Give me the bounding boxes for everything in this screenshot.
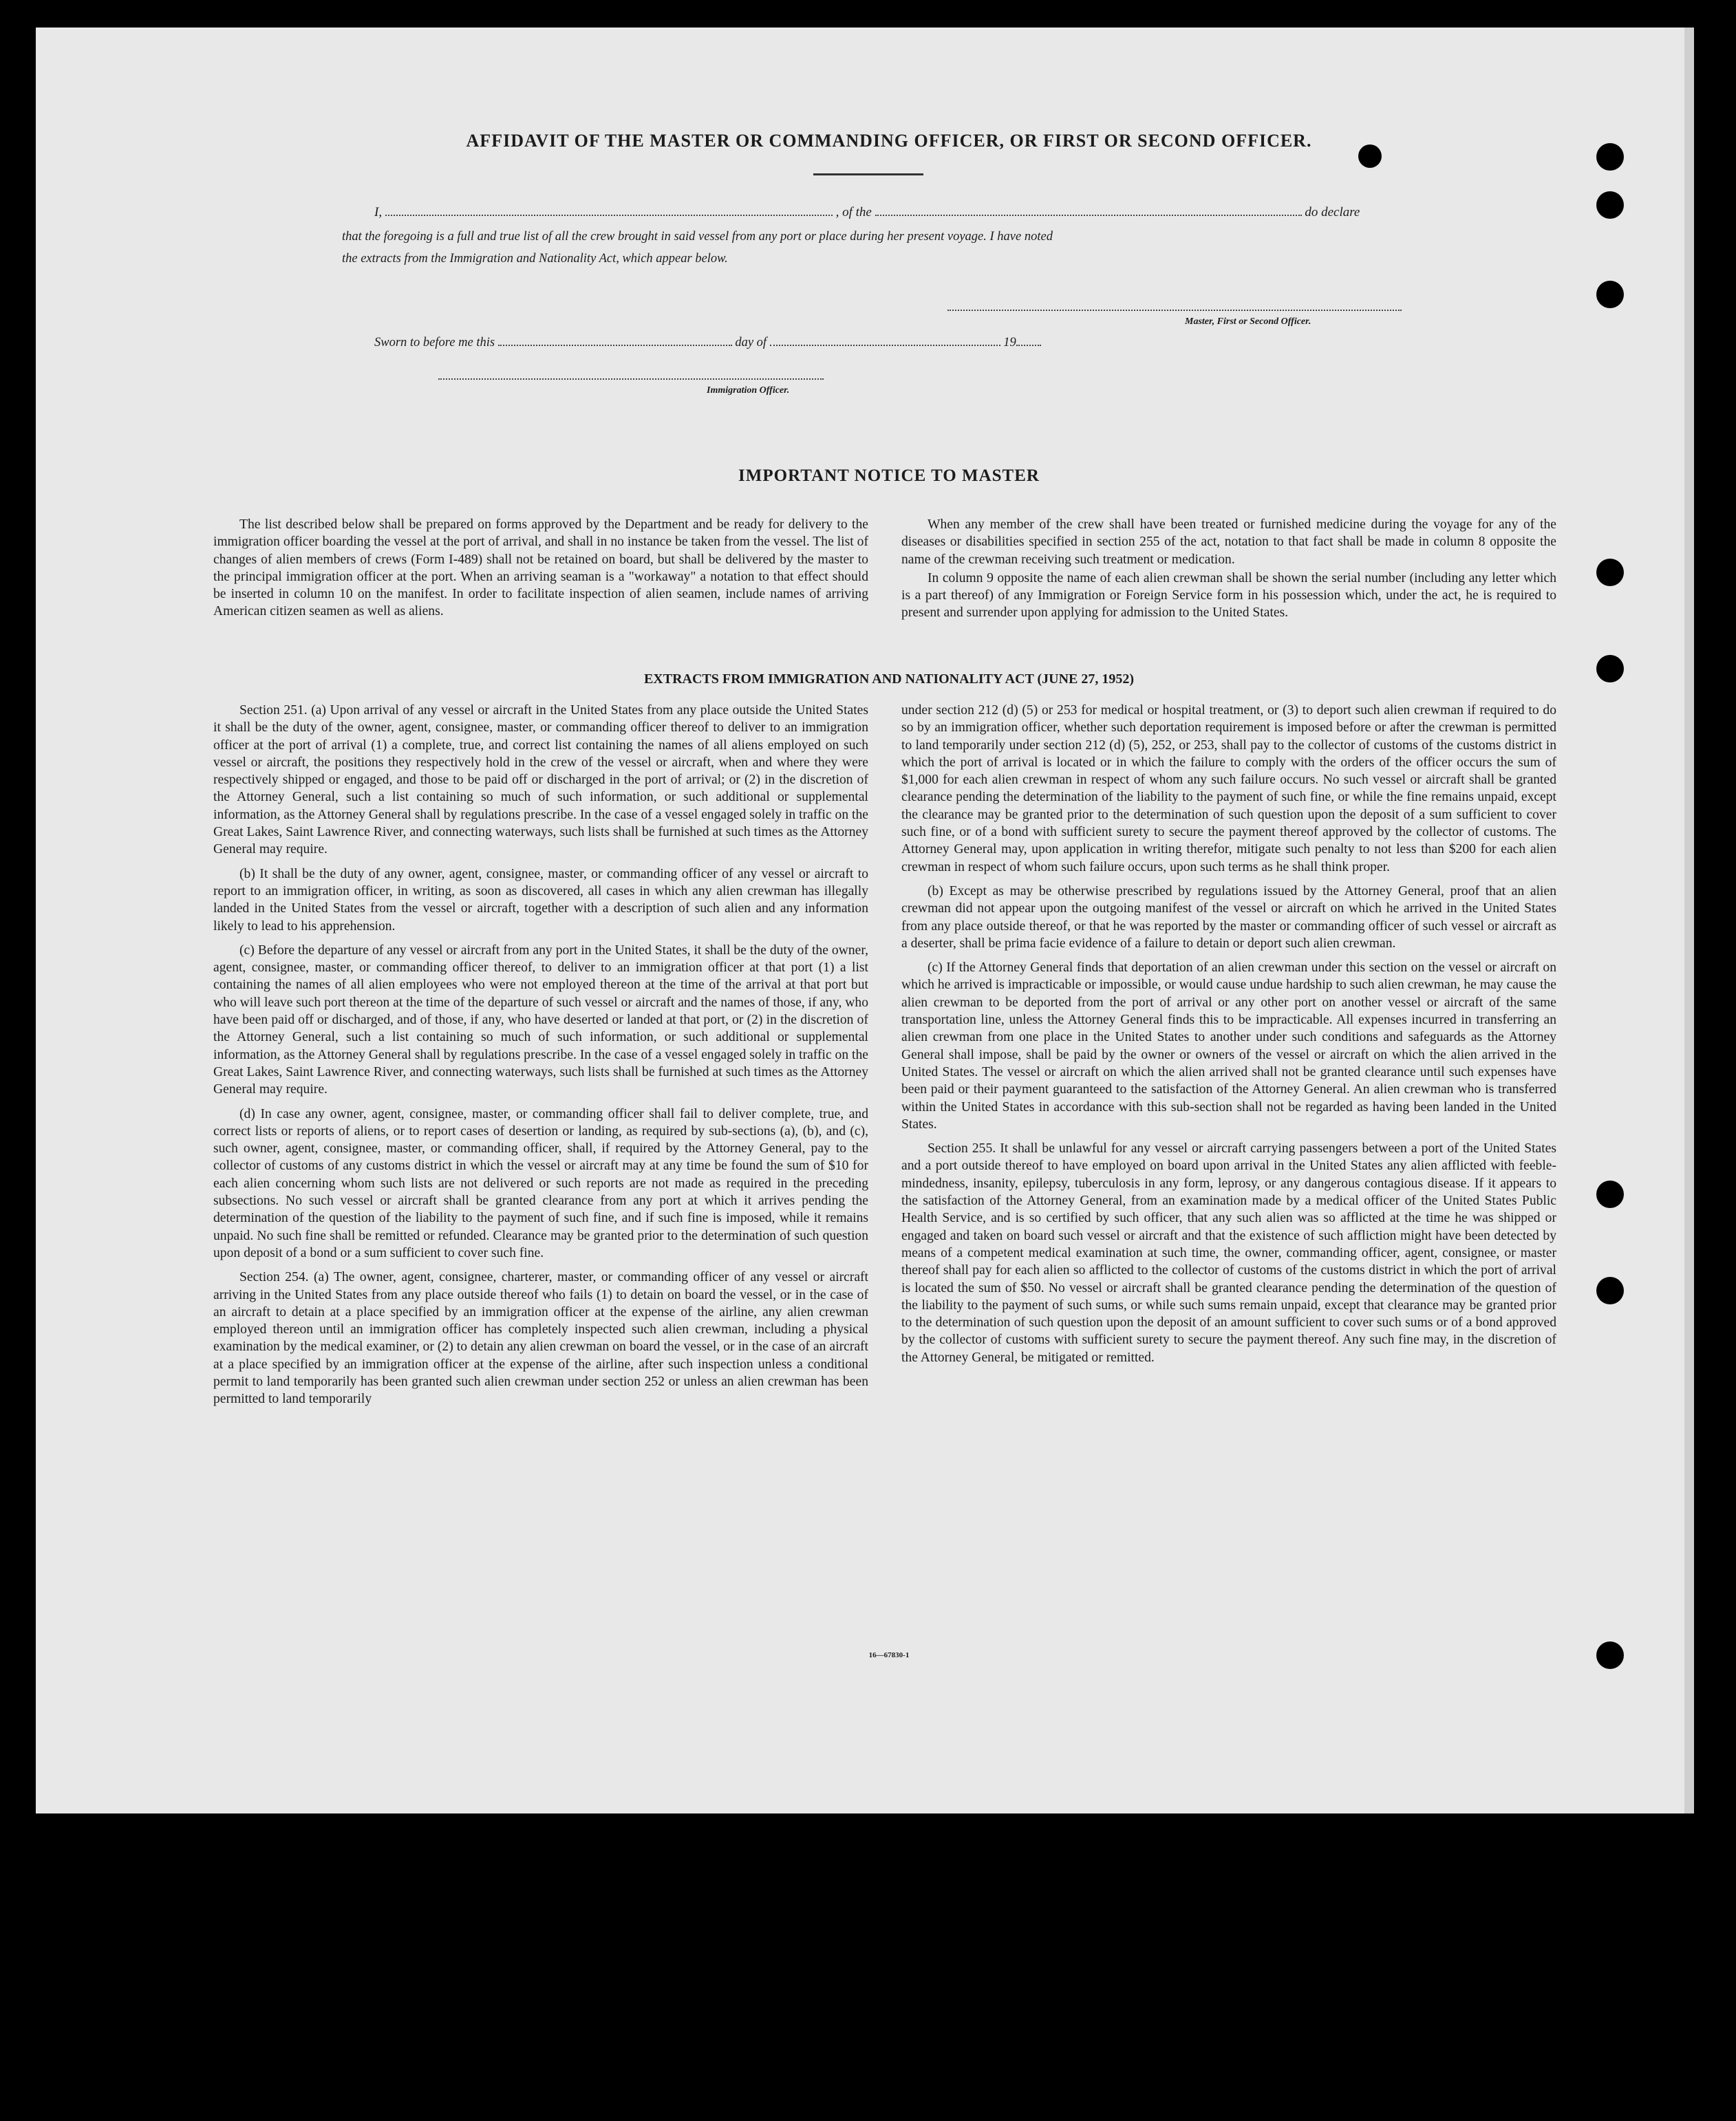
affidavit-title: AFFIDAVIT OF THE MASTER OR COMMANDING OFFICER, OR FIRST OR SECOND OFFICER. [466,131,1312,151]
extracts-right-column [901,702,1556,1373]
notice-left-column [213,516,868,627]
sworn-line [374,336,1269,350]
extract-paragraph: Section 254. (a) The owner, agent, consignee, charterer, master, or commanding officer of any vessel or aircraft arriving in the United States from any place outside thereof who fails (1) to detain on board the vessel, or in the case of an aircraft to detain at a place specified by an immigration officer at the expense of the airline, any alien crewman employed thereon until an immigration officer has completely inspected such alien crewman, including a physical examination by the medical examiner, or (2) to detain any alien crewman on board the vessel, or in the case of an aircraft at a place specified by an immigration officer at the expense of the airline, after such inspection unless a conditional permit to land temporarily has been granted such alien crewman under section 252 or unless an alien crewman has been permitted to land temporarily [213,1270,868,1407]
signature-line[interactable] [947,310,1402,311]
extract-paragraph: (b) Except as may be otherwise prescribed by regulations issued by the Attorney General, proof that an alien crewman did not appear upon the outgoing manifest of the vessel or aircraft on which he arrived in the United States from any place outside thereof, or that he was reported by the master or commanding officer of such vessel or aircraft as a deserter, shall be prima facie evidence of a failure to detain or deport such alien crewman. [901,883,1556,951]
extract-paragraph: (b) It shall be the duty of any owner, agent, consignee, master, or commanding officer of any vessel or aircraft to report to an immigration officer, in writing, as soon as discovered, all cases in which any alien crewman has illegally landed in the United States from the vessel or aircraft, together with a description of such alien and any information likely to lead to his apprehension. [213,866,868,934]
extract-paragraph: Section 255. It shall be unlawful for any vessel or aircraft carrying passengers between a port of the United States and a port outside thereof to have employed on board upon arrival in the United States any alien afflicted with feeble-mindedness, insanity, epilepsy, tuberculosis in any form, leprosy, or any dangerous contagious disease. If it appears to the satisfaction of the Attorney General, from an examination made by a medical officer of the United States Public Health Service, and is so certified by such officer, that any such alien was so afflicted at the time he was shipped or engaged and taken on board such vessel or aircraft and that the existence of such affliction might have been detected by means of a competent medical examination at such time, the owner, commanding officer, agent, consignee, or master thereof shall pay for each alien so afflicted to the collector of customs of the customs district in which the port of arrival is located the sum of $50. No vessel or aircraft shall be granted clearance pending the determination of the question of the liability to the payment of such sums, or while such sums remain unpaid, except that clearance may be granted prior to the determination of such question upon the deposit of an amount sufficient to cover such sums or of a bond approved by the collector of customs with sufficient surety to secure the payment thereof. Any such fine may, in the discretion of the Attorney General, be mitigated or remitted. [901,1141,1556,1365]
sworn-year-field[interactable] [1016,345,1041,346]
notice-right-paragraph: In column 9 opposite the name of each alien crewman shall be shown the serial number (including any letter which is a part thereof) of any Immigration or Foreign Service form in his possession which, under the act, he is required to present and surrender upon applying for admission to the United States. [901,570,1556,621]
extract-paragraph: (d) In case any owner, agent, consignee, master, or commanding officer shall fail to deliver complete, true, and correct lists or reports of aliens, or to report cases of desertion or landing, as required by sub-sections (a), (b), and (c), such owner, agent, consignee, master, or commanding officer, shall, if required by the Attorney General, pay to the collector of customs of any customs district in which the vessel or aircraft may at any time be found the sum of $10 for each alien concerning whom such lists are not delivered or such reports are not made as required in the preceding subsections. No such vessel or aircraft shall be granted clearance from any port at which it arrives pending the determination of the question of the liability to the payment of such fine, and if such fine is imposed, while it remains unpaid. No such fine shall be remitted or refunded. Clearance may be granted prior to the determination of such question upon deposit of a bond or a sum sufficient to cover such fine. [213,1106,868,1260]
extract-paragraph: Section 251. (a) Upon arrival of any vessel or aircraft in the United States from any place outside the United States it shall be the duty of the owner, agent, consignee, master, or commanding officer thereof to deliver to an immigration officer at the port of arrival (1) a complete, true, and correct list containing the names of all aliens employed on such vessel or aircraft, the positions they respectively hold in the crew of the vessel or aircraft, when and where they were respectively shipped or engaged, and those to be paid off or discharged in the port of arrival; or (2) in the discretion of the Attorney General, such a list containing so much of such information, or such additional or supplemental information, as the Attorney General shall by regulations prescribe. In the case of a vessel engaged solely in traffic on the Great Lakes, Saint Lawrence River, and connecting waterways, such lists shall be furnished at such times as the Attorney General may require. [213,703,868,857]
extract-paragraph: (c) If the Attorney General finds that deportation of an alien crewman under this section on the vessel or aircraft on which he arrived is impracticable or impossible, or would cause undue hardship to such alien crewman, he may cause the alien crewman to be deported from the port of arrival or any other port on another vessel or aircraft of the same transportation line, unless the Attorney General finds this to be impracticable. All expenses incurred in transferring an alien crewman from one place in the United States to another under such conditions and safeguards as the Attorney General shall impose, shall be paid by the owner or owners of the vessel or aircraft on which the alien arrived in the United States. The vessel or aircraft on which the alien arrived shall not be granted clearance until such expenses have been paid or their payment guaranteed to the satisfaction of the Attorney General. An alien crewman who is transferred within the United States in accordance with this sub-section shall not be regarded as having been landed in the United States. [901,960,1556,1132]
declaration-line-3: the extracts from the Immigration and Nationality Act, which appear below. [342,252,728,266]
sworn-month-field[interactable] [770,345,1000,346]
punch-hole [1596,1277,1624,1304]
declarant-prefix: I, [374,205,383,219]
year-label: 19 [1003,336,1016,349]
document-page [36,28,1694,1813]
extracts-left-column [213,702,868,1415]
notice-title: IMPORTANT NOTICE TO MASTER [738,466,1040,485]
day-of-label: day of [735,336,767,349]
notice-right-column [901,516,1556,629]
immigration-officer-caption: Immigration Officer. [707,385,790,396]
vessel-name-field[interactable] [875,215,1302,216]
notice-left-paragraph: The list described below shall be prepared on forms approved by the Department and be ready for delivery to the immigration officer boarding the vessel at the port of arrival, and shall in no instance be taken from the vessel. The list of changes of alien members of crews (Form I-489) shall not be retained on board, but shall be delivered by the master to the principal immigration officer at the port. When an arriving seaman is a "workaway" a notation to that effect should be inserted in column 10 on the manifest. In order to facilitate inspection of alien seamen, include names of arriving American citizen seamen as well as aliens. [213,517,868,619]
punch-hole [1596,1181,1624,1208]
extracts-title: EXTRACTS FROM IMMIGRATION AND NATIONALITY ACT (JUNE 27, 1952) [643,671,1135,687]
of-the-label: , of the [835,205,872,219]
declaration-line-2: that the foregoing is a full and true list of all the crew brought in said vessel from any port or place during her present voyage. I have noted [342,230,1053,244]
punch-hole [1596,281,1624,308]
extract-paragraph: (c) Before the departure of any vessel or aircraft from any port in the United States, it shall be the duty of the owner, agent, consignee, master, or commanding officer thereof, to deliver to an immigration officer at that port (1) a list containing the names of all alien employees who were not employed thereon at the time of the arrival at that port but who will leave such port thereon at the time of the departure of such vessel or aircraft and the names of those, if any, who have been paid off or discharged, and of those, if any, who have deserted or landed at that port, or (2) in the discretion of the Attorney General, such a list containing so much of such information, or such additional or supplemental information, as the Attorney General shall by regulations prescribe. In the case of a vessel engaged solely in traffic on the Great Lakes, Saint Lawrence River, and connecting waterways, such lists shall be furnished at such times as the Attorney General may require. [213,943,868,1097]
sworn-date-field[interactable] [498,345,732,346]
signature-caption: Master, First or Second Officer. [1185,316,1311,327]
notice-right-paragraph: When any member of the crew shall have been treated or furnished medicine during the voyage for any of the diseases or disabilities specified in section 255 of the act, notation to that fact shall be made in column 8 opposite the name of the crewman receiving such treatment or medication. [901,517,1556,567]
do-declare-label: do declare [1305,205,1360,219]
sworn-prefix: Sworn to before me this [374,336,495,349]
title-rule [813,173,923,175]
declarant-name-field[interactable] [385,215,833,216]
declaration-line-1 [374,205,1441,220]
punch-hole [1596,559,1624,586]
punch-hole [1596,191,1624,219]
form-print-code: 16—67830-1 [868,1651,910,1659]
immigration-officer-line[interactable] [438,378,824,380]
extract-paragraph: under section 212 (d) (5) or 253 for medical or hospital treatment, or (3) to deport such alien crewman if required to do so by an immigration officer, whether such deportation requirement is imposed before or after the crewman is permitted to land temporarily under section 212 (d) (5), 252, or 253, shall pay to the collector of customs of the customs district in which the port of arrival is located or in which the failure to comply with the orders of the officer occurs the sum of $1,000 for each alien crewman in respect of whom any such failure occurs. No such vessel or aircraft shall be granted clearance pending the determination of the liability to the payment of such fine, or while the fine remains unpaid, except the clearance may be granted prior to the determination of such question upon the deposit of a sum sufficient to cover such fine, or of a bond with sufficient surety to secure the payment thereof approved by the collector of customs. The Attorney General may, upon application in writing therefor, mitigate such penalty to not less than $200 for each alien crewman in respect of whom such failure occurs, upon such terms as he shall think proper. [901,703,1556,874]
